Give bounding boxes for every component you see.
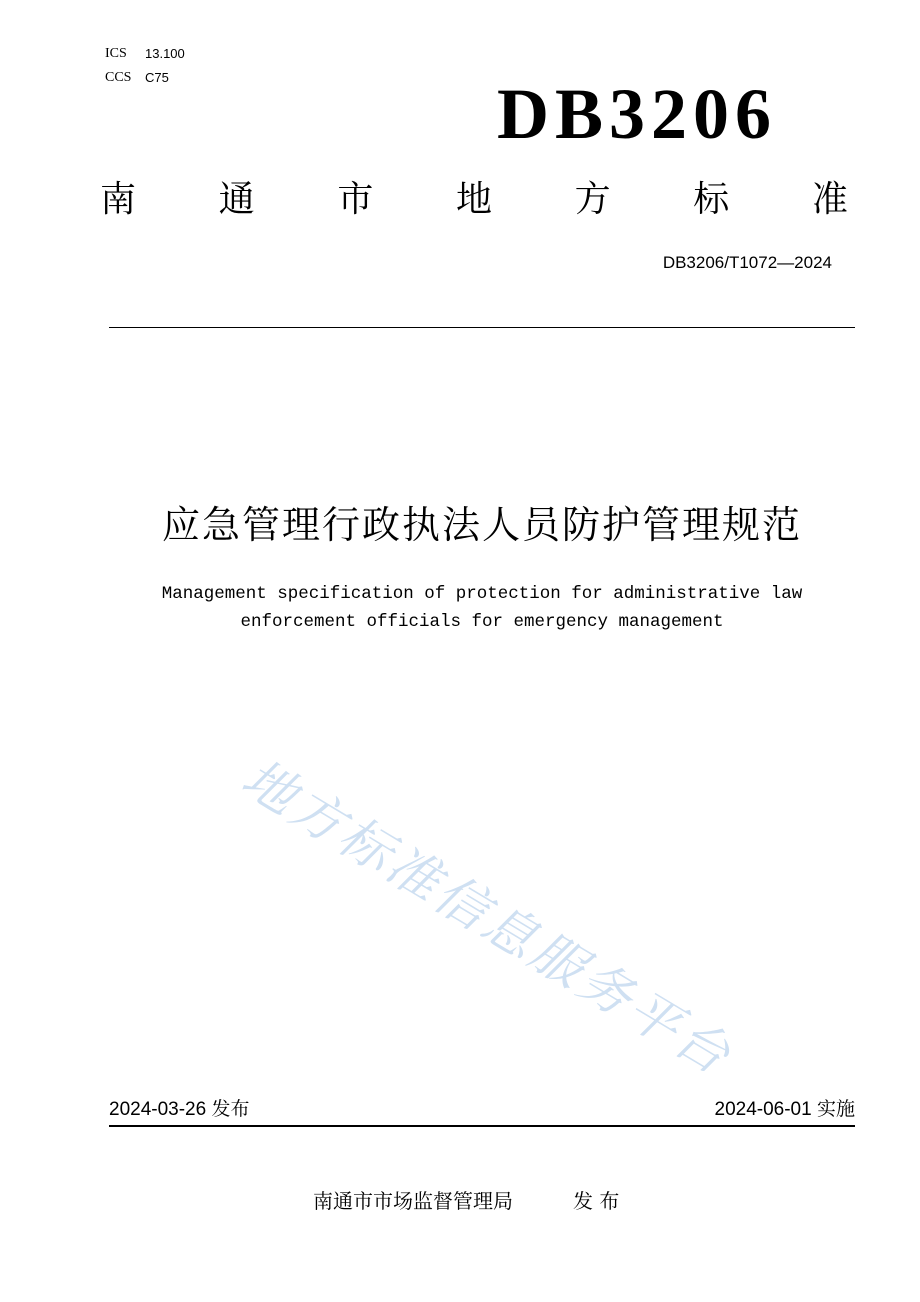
top-divider bbox=[109, 327, 855, 328]
standard-type-char: 标 bbox=[693, 179, 730, 220]
implement-date-label: 实施 bbox=[816, 1098, 855, 1120]
implement-date-value: 2024-06-01 bbox=[714, 1099, 812, 1120]
standard-type bbox=[100, 180, 848, 220]
ccs-label: CCS bbox=[105, 70, 132, 85]
ics-label: ICS bbox=[105, 46, 127, 61]
implement-date bbox=[715, 1097, 856, 1122]
standard-type-char: 市 bbox=[337, 179, 374, 220]
standard-type-char: 南 bbox=[100, 179, 137, 220]
issue-date-label: 发布 bbox=[211, 1098, 250, 1120]
issuer-name: 南通市市场监督管理局 bbox=[313, 1189, 513, 1213]
title-english-line: enforcement officials for emergency management bbox=[240, 612, 724, 632]
title-english bbox=[132, 580, 832, 636]
standard-type-char: 方 bbox=[574, 179, 611, 220]
issuer-action: 发 布 bbox=[573, 1189, 620, 1213]
ics-value: 13.100 bbox=[145, 46, 185, 61]
title-chinese: 应急管理行政执法人员防护管理规范 bbox=[161, 503, 802, 547]
classification-codes bbox=[105, 46, 185, 86]
standard-type-char: 地 bbox=[455, 179, 492, 220]
standard-type-char: 准 bbox=[811, 179, 848, 220]
bottom-divider bbox=[109, 1125, 855, 1127]
watermark: 地方标准信息服务平台 bbox=[231, 748, 743, 1088]
standard-code: DB3206 bbox=[497, 74, 778, 154]
issue-date-value: 2024-03-26 bbox=[109, 1099, 207, 1120]
standard-type-char: 通 bbox=[218, 179, 255, 220]
ccs-row bbox=[105, 70, 185, 86]
issue-date bbox=[109, 1097, 250, 1122]
ccs-value: C75 bbox=[145, 70, 169, 85]
title-english-line: Management specification of protection for administrative law bbox=[161, 584, 803, 604]
standard-number: DB3206/T1072—2024 bbox=[662, 253, 832, 272]
ics-row bbox=[105, 46, 185, 62]
